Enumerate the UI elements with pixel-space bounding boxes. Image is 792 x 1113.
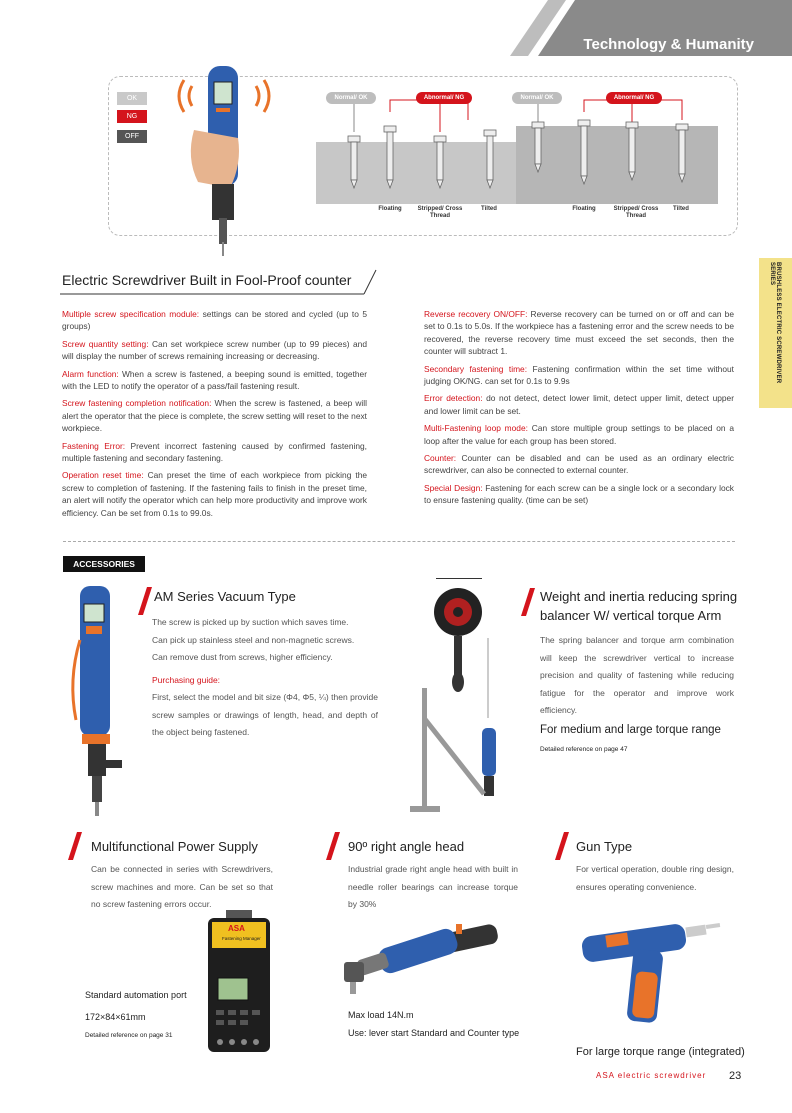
feature-item: Operation reset time: Can preset the time of each workpiece from picking the screw to completion of fastening. If the fastening fails to finish in the preset time, an alert will notify the operator which can help more productivity and improve work efficiency. Can be set from 0.1s to 99.0s. <box>62 470 368 518</box>
balancer-title-line1: Weight and inertia reducing spring <box>540 589 738 604</box>
screw-cross-section <box>316 92 718 204</box>
footer-brand: ASA electric screwdriver <box>596 1071 707 1080</box>
right-angle-title: 90º right angle head <box>348 839 465 854</box>
vacuum-screwdriver-image <box>66 580 130 820</box>
gun-type-title: Gun Type <box>576 839 633 854</box>
power-supply-title: Multifunctional Power Supply <box>91 839 258 854</box>
section-divider <box>63 541 735 542</box>
red-slash-icon <box>68 832 82 860</box>
am-guide-label: Purchasing guide: <box>152 674 221 685</box>
feature-item: Special Design: Fastening for each screw can be a single lock or a secondary lock to ensure fastening quality. (time can be set) <box>424 482 734 506</box>
feature-item: Fastening Error: Prevent incorrect fastening caused by confirmed fastening, multiple fastening and secondary fastening. <box>62 440 367 464</box>
feature-item: Alarm function: When a screw is fastened, a beeping sound is emitted, together with the LED to notify the operator of a pass/fail fastening result. <box>62 368 367 392</box>
gun-type-description: For vertical operation, double ring design, ensures operating convenience. <box>576 864 734 892</box>
feature-item: Multi-Fastening loop mode: Can store multiple group settings to be placed on a loop after the value for each group has been stored. <box>424 423 734 446</box>
feature-item: Secondary fastening time: Fastening confirmation within the set time without judging OK/NG. can set for 0.1s to 9.9s <box>424 363 734 387</box>
fool-proof-left-column <box>62 308 367 519</box>
feature-item: Multiple screw specification module: settings can be stored and cycled (up to 5 groups) <box>62 309 368 332</box>
side-tab <box>759 258 792 408</box>
am-line-2: Can pick up stainless steel and non-magnetic screws. <box>152 634 355 645</box>
gun-type-range: For large torque range (integrated) <box>576 1046 745 1058</box>
right-angle-max-load: Max load 14N.m <box>348 1010 414 1020</box>
red-slash-icon <box>138 587 152 615</box>
caption-stripped-2: Stripped/ Cross Thread <box>613 206 659 219</box>
feature-item: Error detection: do not detect, detect lower limit, detect upper limit, detect upper and lower limit can be set. <box>424 393 734 416</box>
am-line-1: The screw is picked up by suction which saves time. <box>152 617 349 627</box>
am-description <box>152 614 378 742</box>
caption-floating-1: Floating <box>378 206 402 212</box>
title-underline <box>54 264 384 298</box>
power-supply-reference: Detailed reference on page 31 <box>85 1032 173 1039</box>
am-title: AM Series Vacuum Type <box>154 589 296 604</box>
balancer-reference: Detailed reference on page 47 <box>540 746 628 753</box>
spring-balancer-image <box>402 578 522 818</box>
fool-proof-right-column <box>424 308 734 507</box>
balancer-title-line2: balancer W/ vertical torque Arm <box>540 608 722 623</box>
power-supply-port: Standard automation port <box>85 990 187 1000</box>
balancer-description: The spring balancer and torque arm combination will keep the screwdriver vertical to increase precision and quality of fastening while reducing fatigue for the operator and improve work efficiency. <box>540 635 734 715</box>
page-number: 23 <box>729 1070 742 1082</box>
right-angle-use: Use: lever start Standard and Counter type <box>348 1028 520 1038</box>
gun-screwdriver-image <box>578 920 728 1032</box>
right-angle-description: Industrial grade right angle head with built in needle roller bearings can increase torque by 30% <box>348 864 518 909</box>
off-indicator: OFF <box>117 130 147 143</box>
pill-abnormal-ng-1: Abnormal/ NG <box>416 92 472 104</box>
caption-tilted-2: Tilted <box>673 206 689 212</box>
accessories-tag: ACCESSORIES <box>63 556 145 572</box>
ok-indicator: OK <box>117 92 147 105</box>
feature-item: Screw fastening completion notification: When the screw is fastened, a beep will alert the operator that the piece is complete, the screw setting will reset to the next workpiece. <box>62 398 367 434</box>
header-banner <box>0 0 792 60</box>
pill-normal-ok-1: Normal/ OK <box>326 92 376 104</box>
ng-indicator: NG <box>117 110 147 123</box>
counter-screwdriver-illustration <box>172 60 282 260</box>
pill-normal-ok-2: Normal/ OK <box>512 92 562 104</box>
device-brand-text: ASA <box>228 924 245 933</box>
fool-proof-title: Electric Screwdriver Built in Fool-Proof counter <box>62 272 352 288</box>
feature-item: Counter: Counter can be disabled and can be used as an ordinary electric screwdriver, can also be connected to external counter. <box>424 453 734 476</box>
red-slash-icon <box>326 832 340 860</box>
caption-floating-2: Floating <box>572 206 596 212</box>
red-slash-icon <box>521 588 535 616</box>
right-angle-head-image <box>338 910 518 996</box>
caption-tilted-1: Tilted <box>481 206 497 212</box>
am-line-3: Can remove dust from screws, higher efficiency. <box>152 652 333 662</box>
caption-stripped-1: Stripped/ Cross Thread <box>417 206 463 219</box>
power-supply-description: Can be connected in series with Screwdrivers, screw machines and more. Can be set so that no screw fastening errors occur. <box>91 864 273 909</box>
side-tab-text: BRUSHLESS ELECTRIC SCREWDRIVER SERIES <box>769 262 781 384</box>
am-guide-text: First, select the model and bit size (Φ4, Φ5, ¼) then provide screw samples or drawings of length, head, and depth of the object being fastened. <box>152 692 378 737</box>
feature-item: Screw quantity setting: Can set workpiece screw number (up to 99 pieces) and will display the number of screws remaining increasing or decreasing. <box>62 338 367 362</box>
red-slash-icon <box>555 832 569 860</box>
balancer-range: For medium and large torque range <box>540 724 721 736</box>
power-supply-size: 172×84×61mm <box>85 1012 146 1022</box>
banner-title: Technology & Humanity <box>583 36 754 53</box>
device-label-text: Fastening Manager <box>222 936 261 941</box>
feature-item: Reverse recovery ON/OFF: Reverse recovery can be turned on or off and can be set to 0.1s to 5.0s. If the workpiece has a fastening error and the screw needs to be recovered, the reverse recovery time must exceed the set seconds, then the counter will subtract 1. <box>424 309 734 357</box>
pill-abnormal-ng-2: Abnormal/ NG <box>606 92 662 104</box>
